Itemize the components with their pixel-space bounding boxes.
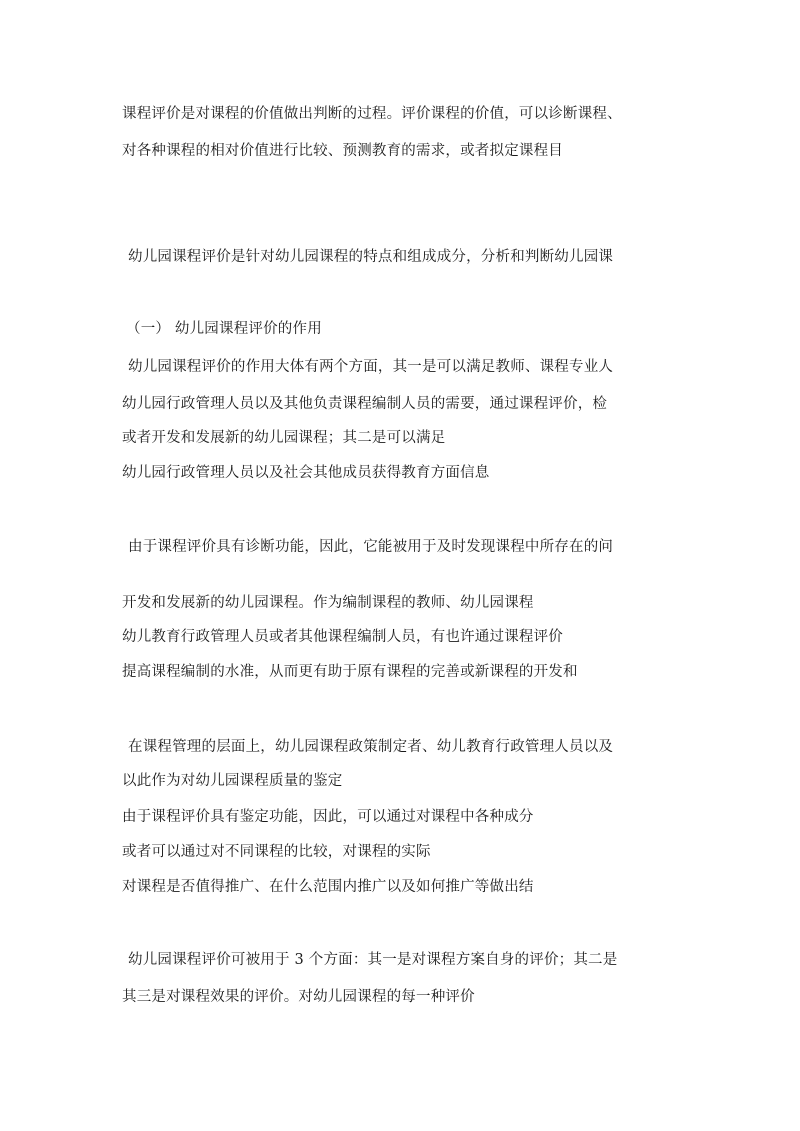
paragraph-line: 或者开发和发展新的幼儿园课程；其二是可以满足 <box>122 430 446 446</box>
paragraph-line: 其三是对课程效果的评价。对幼儿园课程的每一种评价 <box>122 989 475 1005</box>
paragraph-line: 幼儿园课程评价可被用于 3 个方面：其一是对课程方案自身的评价；其二是 <box>128 952 618 968</box>
paragraph-line: 由于课程评价具有鉴定功能，因此，可以通过对课程中各种成分 <box>122 809 534 825</box>
paragraph-line: 开发和发展新的幼儿园课程。作为编制课程的教师、幼儿园课程 <box>122 595 534 611</box>
paragraph-line: 对课程是否值得推广、在什么范围内推广以及如何推广等做出结 <box>122 879 534 895</box>
paragraph-line: 对各种课程的相对价值进行比较、预测教育的需求，或者拟定课程目 <box>122 143 563 159</box>
section-heading: （一） 幼儿园课程评价的作用 <box>126 321 322 337</box>
paragraph-line: 提高课程编制的水准，从而更有助于原有课程的完善或新课程的开发和 <box>122 664 578 680</box>
paragraph-line: 以此作为对幼儿园课程质量的鉴定 <box>122 773 343 789</box>
paragraph-line: 幼儿园课程评价是针对幼儿园课程的特点和组成成分，分析和判断幼儿园课 <box>128 249 614 265</box>
paragraph-line: 或者可以通过对不同课程的比较，对课程的实际 <box>122 844 431 860</box>
paragraph-line: 由于课程评价具有诊断功能，因此，它能被用于及时发现课程中所存在的问 <box>128 539 614 555</box>
paragraph-line: 幼儿园课程评价的作用大体有两个方面，其一是可以满足教师、课程专业人 <box>128 359 614 375</box>
paragraph-line: 课程评价是对课程的价值做出判断的过程。评价课程的价值，可以诊断课程、 <box>122 106 622 122</box>
paragraph-line: 幼儿教育行政管理人员或者其他课程编制人员，有也许通过课程评价 <box>122 629 563 645</box>
paragraph-line: 在课程管理的层面上，幼儿园课程政策制定者、幼儿教育行政管理人员以及 <box>128 739 614 755</box>
paragraph-line: 幼儿园行政管理人员以及社会其他成员获得教育方面信息 <box>122 465 490 481</box>
paragraph-line: 幼儿园行政管理人员以及其他负责课程编制人员的需要，通过课程评价，检 <box>122 396 608 412</box>
